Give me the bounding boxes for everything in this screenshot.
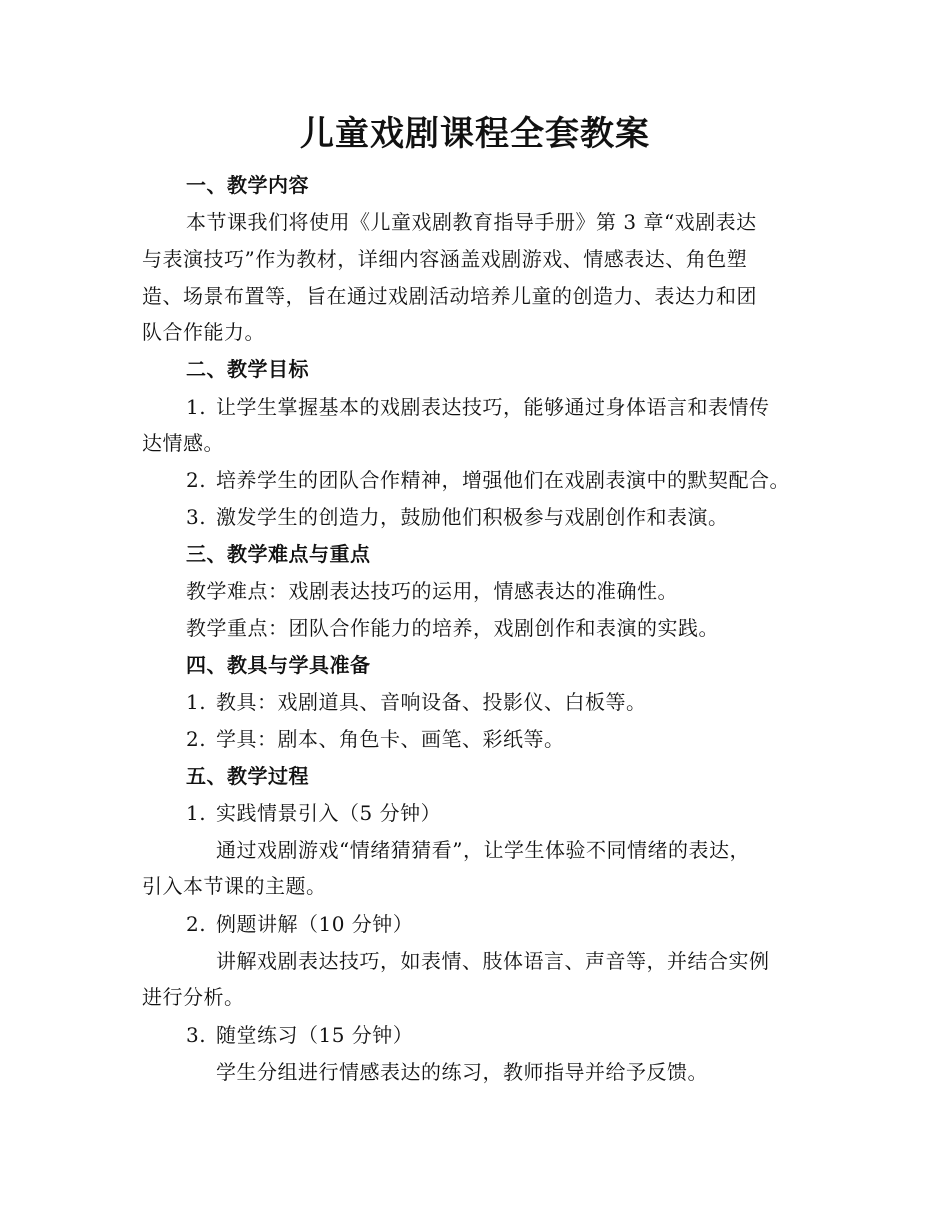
step-description: 讲解戏剧表达技巧，如表情、肢体语言、声音等，并结合实例 [216,949,770,973]
list-item [186,466,876,494]
step-item [186,1021,876,1049]
step-description: 通过戏剧游戏“情绪猜猜看”，让学生体验不同情绪的表达， [216,838,750,862]
section-heading-difficulties: 三、教学难点与重点 [186,542,371,566]
list-number: 1. [186,395,207,419]
list-text: 学具：剧本、角色卡、画笔、彩纸等。 [216,727,565,751]
section-heading-teaching-content: 一、教学内容 [186,173,309,197]
step-description: 引入本节课的主题。 [142,874,327,898]
step-number: 1. [186,801,207,825]
step-number: 3. [186,1023,207,1047]
section-heading-teaching-goals: 二、教学目标 [186,357,309,381]
list-text: 培养学生的团队合作精神，增强他们在戏剧表演中的默契配合。 [216,468,790,492]
section-heading-process: 五、教学过程 [186,764,309,788]
key-point-text: 教学重点：团队合作能力的培养，戏剧创作和表演的实践。 [186,616,719,640]
list-number: 3. [186,505,207,529]
list-item [186,393,876,421]
list-text: 让学生掌握基本的戏剧表达技巧，能够通过身体语言和表情传 [216,395,770,419]
step-number: 2. [186,912,207,936]
list-number: 2. [186,468,207,492]
document-title: 儿童戏剧课程全套教案 [300,114,650,154]
step-item [186,910,876,938]
difficulty-text: 教学难点：戏剧表达技巧的运用，情感表达的准确性。 [186,579,678,603]
list-number: 2. [186,727,207,751]
paragraph-line: 本节课我们将使用《儿童戏剧教育指导手册》第 3 章“戏剧表达 [186,210,757,234]
step-description: 学生分组进行情感表达的练习，教师指导并给予反馈。 [216,1060,708,1084]
paragraph-line: 队合作能力。 [142,320,265,344]
step-label: 例题讲解（10 分钟） [216,912,414,936]
step-description: 进行分析。 [142,985,245,1009]
section-heading-materials: 四、教具与学具准备 [186,653,371,677]
list-item [186,503,876,531]
list-text: 教具：戏剧道具、音响设备、投影仪、白板等。 [216,690,647,714]
paragraph-line: 与表演技巧”作为教材，详细内容涵盖戏剧游戏、情感表达、角色塑 [142,247,748,271]
list-item [186,688,876,716]
step-item [186,799,876,827]
list-item-continuation: 达情感。 [142,431,224,455]
list-item [186,725,876,753]
step-label: 实践情景引入（5 分钟） [216,801,442,825]
list-text: 激发学生的创造力，鼓励他们积极参与戏剧创作和表演。 [216,505,729,529]
paragraph-line: 造、场景布置等，旨在通过戏剧活动培养儿童的创造力、表达力和团 [142,284,757,308]
list-number: 1. [186,690,207,714]
step-label: 随堂练习（15 分钟） [216,1023,414,1047]
